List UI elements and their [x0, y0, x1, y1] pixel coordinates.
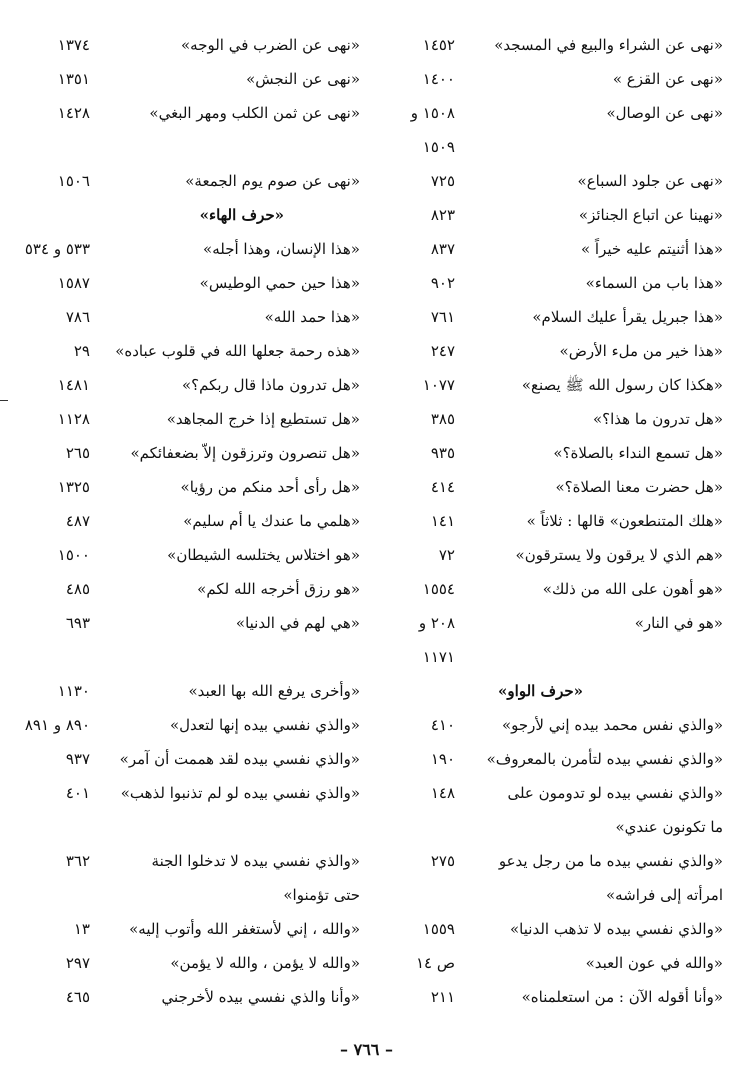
entry-text: «نهى عن القزع » [612, 70, 723, 88]
entry-number: ١٤٨ [430, 784, 455, 802]
entry-text: «والذي نفسي بيده لا تدخلوا الجنة [151, 852, 360, 870]
entry-text: «وأنا أقوله الآن : من استعلمناه» [521, 988, 723, 1006]
entry-text: «والذي نفسي بيده ما من رجل يدعو [498, 852, 723, 870]
right-index-column [373, 28, 723, 1014]
entry-number: ٦٩٣ [65, 614, 90, 632]
entry-number: ١٣ [73, 920, 90, 938]
entry-text: «والذي نفسي بيده لو لم تذنبوا لذهب» [120, 784, 360, 802]
entry-text: ما تكونون عندي» [615, 818, 723, 836]
index-entry [373, 96, 723, 130]
index-entry [373, 62, 723, 96]
entry-text: «هل تستطيع إذا خرج المجاهد» [166, 410, 360, 428]
entry-number: ١٣٥١ [57, 70, 90, 88]
index-entry [10, 334, 360, 368]
left-index-column [10, 28, 360, 1014]
entry-number: ٩٣٥ [430, 444, 455, 462]
index-entry [373, 402, 723, 436]
entry-number: ١٥٥٤ [422, 580, 455, 598]
entry-number: ١١٣٠ [57, 682, 90, 700]
entry-text: «نهى عن جلود السباع» [577, 172, 723, 190]
entry-text: «هذا الإنسان، وهذا أجله» [203, 240, 360, 258]
index-entry [10, 164, 360, 198]
index-entry [10, 810, 360, 844]
index-entry [10, 742, 360, 776]
entry-number: ١٣٧٤ [57, 36, 90, 54]
index-entry [10, 198, 360, 232]
index-entry [373, 130, 723, 164]
index-entry [10, 504, 360, 538]
entry-text: «هو رزق أخرجه الله لكم» [197, 580, 360, 598]
entry-number: ٧٦١ [430, 308, 455, 326]
entry-text: «هل حضرت معنا الصلاة؟» [555, 478, 723, 496]
index-entry [10, 606, 360, 640]
index-entry [10, 130, 360, 164]
index-entry [10, 402, 360, 436]
entry-number: ١٩٠ [430, 750, 455, 768]
entry-text: «والله في عون العبد» [585, 954, 723, 972]
entry-number: ٤٠١ [65, 784, 90, 802]
entry-text: «هلك المتنطعون» قالها : ثلاثاً » [526, 512, 723, 530]
entry-text: «نهى عن صوم يوم الجمعة» [185, 172, 360, 190]
entry-text: «والذي نفسي بيده لو تدومون على [507, 784, 723, 802]
entry-text: «هذا حمد الله» [264, 308, 360, 326]
index-entry [373, 776, 723, 810]
index-entry [373, 980, 723, 1014]
entry-text: «والذي نفسي بيده لقد هممت أن آمر» [119, 750, 360, 768]
entry-number: ٤٨٥ [65, 580, 90, 598]
index-entry [373, 878, 723, 912]
entry-text: «نهى عن الضرب في الوجه» [180, 36, 360, 54]
entry-number: ٧٢٥ [430, 172, 455, 190]
index-entry [10, 538, 360, 572]
entry-text: «هل تسمع النداء بالصلاة؟» [553, 444, 723, 462]
index-entry [373, 164, 723, 198]
index-entry [373, 810, 723, 844]
entry-text: «هلمي ما عندك يا أم سليم» [183, 512, 360, 530]
entry-number: ١٥٠٩ [422, 138, 455, 156]
entry-text: «هو في النار» [634, 614, 723, 632]
index-entry [10, 368, 360, 402]
entry-number: ٣٨٥ [430, 410, 455, 428]
entry-number: ١٥٠٠ [57, 546, 90, 564]
index-entry [373, 266, 723, 300]
index-entry [10, 980, 360, 1014]
entry-text: حتى تؤمنوا» [283, 886, 360, 904]
entry-text: «والذي نفس محمد بيده إني لأرجو» [501, 716, 723, 734]
index-entry [373, 300, 723, 334]
index-entry [10, 470, 360, 504]
entry-text: «والذي نفسي بيده لا تذهب الدنيا» [510, 920, 723, 938]
entry-number: ١٤٠٠ [422, 70, 455, 88]
index-entry [373, 368, 723, 402]
entry-text: «هل رأى أحد منكم من رؤيا» [180, 478, 360, 496]
index-entry [373, 334, 723, 368]
page-number: – ٧٦٦ – [340, 1040, 393, 1059]
entry-text: «هذا خير من ملء الأرض» [559, 342, 723, 360]
entry-text: «والذي نفسي بيده لتأمرن بالمعروف» [486, 750, 723, 768]
entry-text: «نهى عن الشراء والبيع في المسجد» [494, 36, 723, 54]
entry-number: ٤١٤ [430, 478, 455, 496]
entry-text: «هو اختلاس يختلسه الشيطان» [167, 546, 360, 564]
index-entry [373, 572, 723, 606]
entry-number: ٢٤٧ [430, 342, 455, 360]
entry-text: «نهى عن النجش» [246, 70, 360, 88]
index-entry [373, 504, 723, 538]
entry-text: «هل تدرون ماذا قال ربكم؟» [182, 376, 360, 394]
entry-text: «هذا أثنيتم عليه خيراً » [580, 240, 723, 258]
entry-number: ص ١٤ [415, 954, 455, 972]
entry-number: ٢٧٥ [430, 852, 455, 870]
entry-number: ٧٢ [438, 546, 455, 564]
entry-text: «هذا حين حمي الوطيس» [199, 274, 360, 292]
entry-number: ٩٣٧ [65, 750, 90, 768]
index-entry [10, 572, 360, 606]
entry-number: ١٠٧٧ [422, 376, 455, 394]
entry-number: ٤١٠ [430, 716, 455, 734]
entry-text: «هذا جبريل يقرأ عليك السلام» [532, 308, 723, 326]
entry-text: «والذي نفسي بيده إنها لتعدل» [169, 716, 360, 734]
entry-text: «هم الذي لا يرقون ولا يسترقون» [515, 546, 723, 564]
entry-number: ٥٣٣ و ٥٣٤ [24, 240, 90, 258]
index-entry [373, 708, 723, 742]
entry-number: ١٤٢٨ [57, 104, 90, 122]
entry-number: ٤٨٧ [65, 512, 90, 530]
entry-text: «هو أهون على الله من ذلك» [542, 580, 723, 598]
entry-text: «نهى عن ثمن الكلب ومهر البغي» [149, 104, 360, 122]
entry-text: «وأخرى يرفع الله بها العبد» [188, 682, 360, 700]
index-entry [373, 28, 723, 62]
index-entry [373, 912, 723, 946]
entry-number: ٢٩ [73, 342, 90, 360]
index-entry [373, 742, 723, 776]
index-entry [10, 708, 360, 742]
index-entry [373, 470, 723, 504]
entry-number: ١١٧١ [422, 648, 455, 666]
index-entry [10, 232, 360, 266]
entry-number: ١٥٠٦ [57, 172, 90, 190]
entry-number: ٢٠٨ و [418, 614, 455, 632]
section-heading: «حرف الهاء» [199, 206, 284, 224]
entry-text: «نهى عن الوصال» [606, 104, 723, 122]
entry-number: ٢١١ [430, 988, 455, 1006]
index-entry [10, 640, 360, 674]
entry-text: «وأنا والذي نفسي بيده لأخرجني [161, 988, 360, 1006]
entry-number: ٩٠٢ [430, 274, 455, 292]
index-entry [10, 266, 360, 300]
entry-number: ٨٣٧ [430, 240, 455, 258]
index-entry [10, 62, 360, 96]
entry-text: «والله ، إني لأستغفر الله وأتوب إليه» [129, 920, 360, 938]
index-entry [10, 946, 360, 980]
entry-number: ١١٢٨ [57, 410, 90, 428]
entry-number: ١٤٥٢ [422, 36, 455, 54]
index-entry [10, 878, 360, 912]
index-entry [10, 96, 360, 130]
section-heading: «حرف الواو» [498, 682, 583, 700]
entry-text: «هكذا كان رسول الله ﷺ يصنع» [521, 376, 723, 394]
entry-text: «هذه رحمة جعلها الله في قلوب عباده» [115, 342, 360, 360]
entry-number: ١٤١ [430, 512, 455, 530]
index-entry [373, 606, 723, 640]
index-entry [373, 674, 723, 708]
entry-text: «والله لا يؤمن ، والله لا يؤمن» [170, 954, 360, 972]
index-entry [373, 198, 723, 232]
entry-text: «هل تدرون ما هذا؟» [593, 410, 723, 428]
index-entry [373, 436, 723, 470]
index-entry [373, 538, 723, 572]
index-entry [10, 912, 360, 946]
entry-text: «هذا باب من السماء» [585, 274, 723, 292]
index-entry [373, 946, 723, 980]
entry-text: «هل تنصرون وترزقون إلاّ بضعفائكم» [130, 444, 360, 462]
entry-number: ٨٢٣ [430, 206, 455, 224]
index-entry [373, 640, 723, 674]
entry-number: ٣٦٢ [65, 852, 90, 870]
index-entry [10, 844, 360, 878]
entry-number: ٢٦٥ [65, 444, 90, 462]
index-entry [373, 844, 723, 878]
entry-number: ٨٩٠ و ٨٩١ [24, 716, 90, 734]
entry-text: امرأته إلى فراشه» [605, 886, 723, 904]
entry-number: ١٣٢٥ [57, 478, 90, 496]
entry-number: ٢٩٧ [65, 954, 90, 972]
entry-number: ٤٦٥ [65, 988, 90, 1006]
index-entry [10, 436, 360, 470]
index-entry [10, 300, 360, 334]
index-entry [10, 674, 360, 708]
entry-number: ٧٨٦ [65, 308, 90, 326]
margin-mark [0, 400, 8, 401]
entry-number: ١٥٨٧ [57, 274, 90, 292]
entry-text: «نهينا عن اتباع الجنائز» [578, 206, 723, 224]
entry-text: «هي لهم في الدنيا» [235, 614, 360, 632]
index-entry [10, 28, 360, 62]
entry-number: ١٥٠٨ و [410, 104, 455, 122]
index-entry [10, 776, 360, 810]
entry-number: ١٥٥٩ [422, 920, 455, 938]
index-entry [373, 232, 723, 266]
entry-number: ١٤٨١ [57, 376, 90, 394]
